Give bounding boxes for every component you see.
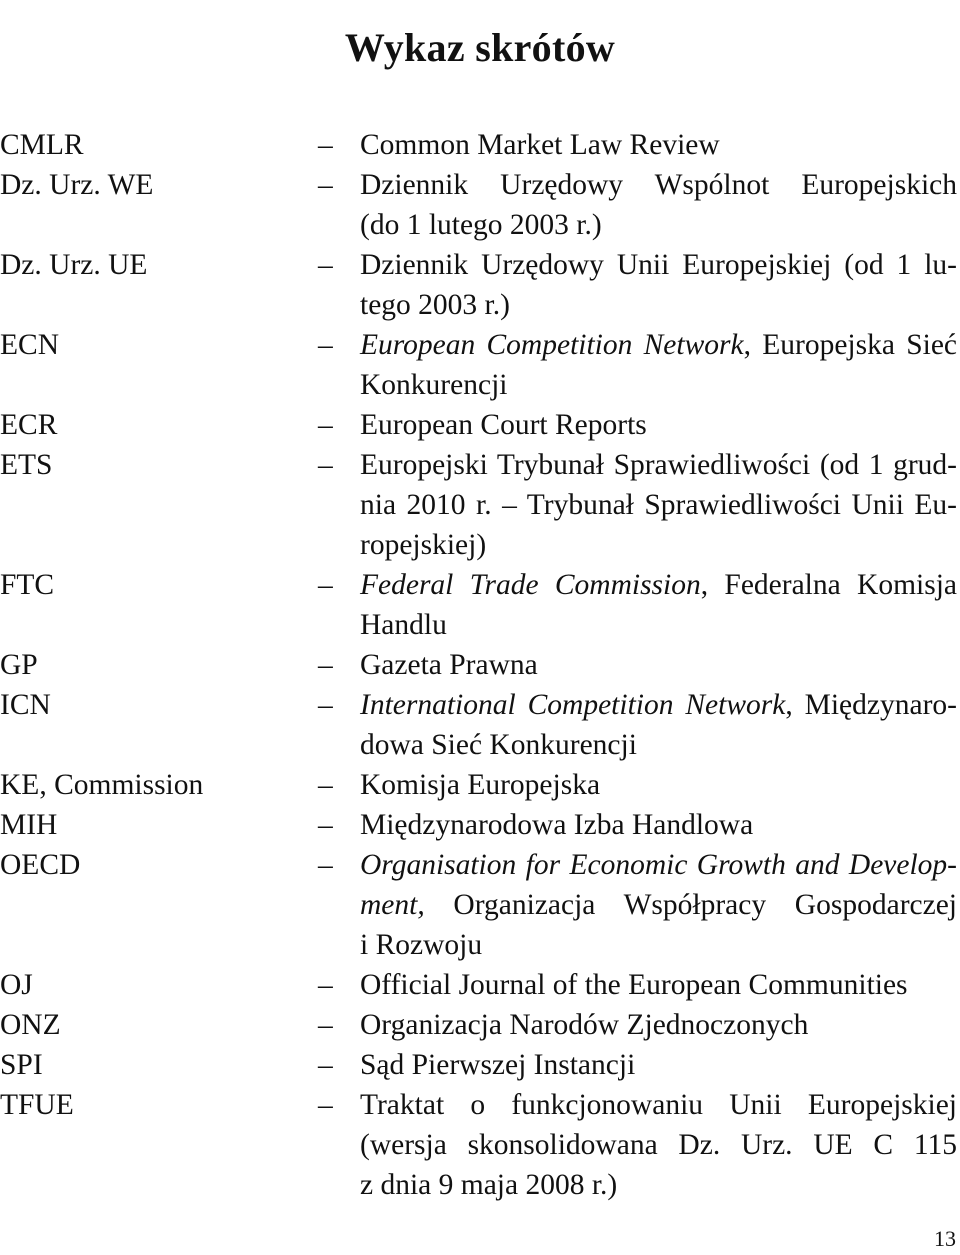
abbreviation-term: ETS [0, 449, 53, 481]
abbreviation-dash: – [318, 1009, 333, 1041]
abbreviation-definition [360, 1005, 957, 1045]
abbreviation-term: OJ [0, 969, 33, 1001]
abbreviation-term: SPI [0, 1049, 43, 1081]
definition-line [360, 365, 957, 405]
abbreviation-dash: – [318, 329, 333, 361]
definition-line [360, 165, 957, 205]
definition-line [360, 725, 957, 765]
abbreviation-term: Dz. Urz. WE [0, 169, 154, 201]
definition-text: Europejski Trybunał Sprawiedliwości (od 1 grud- [360, 449, 957, 481]
definition-italic-text: European Competition Network [360, 329, 744, 361]
definition-text: Międzynarodowa Izba Handlowa [360, 809, 754, 841]
abbreviation-list [0, 125, 960, 1205]
definition-line [360, 645, 957, 685]
definition-line [360, 325, 957, 365]
definition-text: Gazeta Prawna [360, 649, 538, 681]
abbreviation-dash: – [318, 569, 333, 601]
abbreviation-definition [360, 565, 957, 645]
definition-line [360, 765, 957, 805]
definition-text: ropejskiej) [360, 529, 487, 561]
abbreviation-dash: – [318, 969, 333, 1001]
definition-line [360, 1045, 957, 1085]
abbreviation-entry [0, 685, 960, 765]
definition-text: Organizacja Współpracy Gospodarczej [424, 889, 957, 921]
abbreviation-dash: – [318, 809, 333, 841]
definition-line [360, 885, 957, 925]
abbreviation-term: KE, Commission [0, 769, 204, 801]
definition-text: European Court Reports [360, 409, 647, 441]
definition-italic-text: Federal Trade Commission [360, 569, 701, 601]
definition-line [360, 525, 957, 565]
definition-text: nia 2010 r. – Trybunał Sprawiedliwości Unii Eu- [360, 489, 957, 521]
abbreviation-term: Dz. Urz. UE [0, 249, 148, 281]
abbreviation-term: ONZ [0, 1009, 61, 1041]
abbreviation-definition [360, 445, 957, 565]
abbreviation-entry [0, 565, 960, 645]
definition-line [360, 845, 957, 885]
abbreviation-definition [360, 165, 957, 245]
definition-text: Dziennik Urzędowy Unii Europejskiej (od 1 lu- [360, 249, 957, 281]
abbreviation-definition [360, 325, 957, 405]
abbreviation-term: TFUE [0, 1089, 74, 1121]
abbreviation-entry [0, 325, 960, 405]
abbreviation-definition [360, 685, 957, 765]
definition-line [360, 605, 957, 645]
definition-line [360, 245, 957, 285]
definition-text: tego 2003 r.) [360, 289, 510, 321]
definition-text: Common Market Law Review [360, 129, 720, 161]
definition-line [360, 1005, 957, 1045]
abbreviation-term: MIH [0, 809, 58, 841]
definition-line [360, 125, 957, 165]
abbreviation-dash: – [318, 849, 333, 881]
abbreviation-entry [0, 765, 960, 805]
abbreviation-dash: – [318, 409, 333, 441]
definition-text: , Europejska Sieć [743, 329, 958, 361]
abbreviation-term: ECR [0, 409, 58, 441]
abbreviation-entry [0, 645, 960, 685]
definition-line [360, 485, 957, 525]
definition-italic-text: ment, [360, 889, 425, 921]
abbreviation-entry [0, 125, 960, 165]
definition-line [360, 445, 957, 485]
abbreviation-dash: – [318, 129, 333, 161]
abbreviation-dash: – [318, 1049, 333, 1081]
definition-text: (do 1 lutego 2003 r.) [360, 209, 602, 241]
abbreviation-entry [0, 1005, 960, 1045]
definition-line [360, 1165, 957, 1205]
abbreviation-definition [360, 965, 957, 1005]
definition-text: Komisja Europejska [360, 769, 601, 801]
page-title: Wykaz skrótów [344, 24, 616, 70]
page-number: 13 [934, 1226, 956, 1251]
abbreviation-dash: – [318, 769, 333, 801]
abbreviation-definition [360, 845, 957, 965]
definition-italic-text: Organisation for Economic Growth and Develop- [360, 849, 957, 881]
abbreviation-definition [360, 765, 957, 805]
definition-text: (wersja skonsolidowana Dz. Urz. UE C 115 [360, 1129, 957, 1161]
definition-text: Official Journal of the European Communities [360, 969, 908, 1001]
abbreviation-entry [0, 1085, 960, 1205]
abbreviation-dash: – [318, 649, 333, 681]
definition-line [360, 925, 957, 965]
definition-text: Sąd Pierwszej Instancji [360, 1049, 636, 1081]
definition-line [360, 205, 957, 245]
abbreviation-dash: – [318, 249, 333, 281]
abbreviation-term: ICN [0, 689, 51, 721]
definition-text: Dziennik Urzędowy Wspólnot Europejskich [360, 169, 957, 201]
abbreviation-definition [360, 405, 957, 445]
abbreviation-entry [0, 805, 960, 845]
definition-text: , Federalna Komisja [700, 569, 957, 601]
abbreviation-entry [0, 845, 960, 965]
definition-text: z dnia 9 maja 2008 r.) [360, 1169, 618, 1201]
abbreviation-definition [360, 805, 957, 845]
definition-line [360, 805, 957, 845]
definition-text: , Międzynaro- [785, 689, 957, 721]
abbreviation-dash: – [318, 449, 333, 481]
abbreviation-dash: – [318, 1089, 333, 1121]
abbreviation-entry [0, 245, 960, 325]
definition-line [360, 685, 957, 725]
abbreviation-definition [360, 1045, 957, 1085]
abbreviation-entry [0, 165, 960, 245]
abbreviation-term: FTC [0, 569, 55, 601]
abbreviation-dash: – [318, 689, 333, 721]
abbreviation-entry [0, 965, 960, 1005]
abbreviation-term: ECN [0, 329, 59, 361]
abbreviation-definition [360, 245, 957, 325]
definition-italic-text: International Competition Network [360, 689, 786, 721]
definition-line [360, 1125, 957, 1165]
abbreviation-entry [0, 1045, 960, 1085]
definition-text: Traktat o funkcjonowaniu Unii Europejskiej [360, 1089, 957, 1121]
definition-line [360, 565, 957, 605]
abbreviation-term: GP [0, 649, 38, 681]
definition-text: Handlu [360, 609, 447, 641]
definition-line [360, 1085, 957, 1125]
abbreviation-dash: – [318, 169, 333, 201]
definition-text: dowa Sieć Konkurencji [360, 729, 637, 761]
definition-text: Konkurencji [360, 369, 508, 401]
abbreviation-definition [360, 1085, 957, 1205]
abbreviation-term: CMLR [0, 129, 84, 161]
definition-text: Organizacja Narodów Zjednoczonych [360, 1009, 809, 1041]
abbreviation-definition [360, 125, 957, 165]
abbreviation-entry [0, 405, 960, 445]
definition-line [360, 405, 957, 445]
abbreviation-entry [0, 445, 960, 565]
abbreviation-definition [360, 645, 957, 685]
definition-line [360, 965, 957, 1005]
abbreviation-term: OECD [0, 849, 81, 881]
definition-line [360, 285, 957, 325]
definition-text: i Rozwoju [360, 929, 483, 961]
